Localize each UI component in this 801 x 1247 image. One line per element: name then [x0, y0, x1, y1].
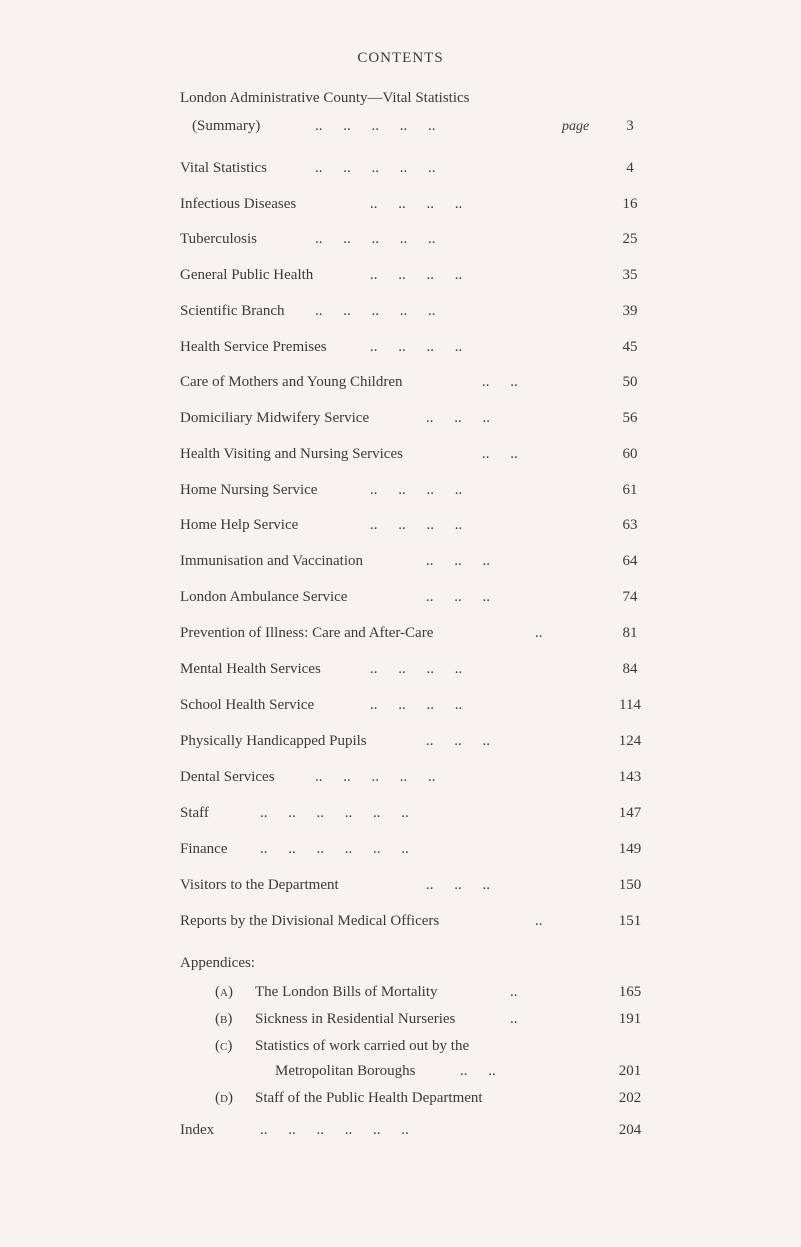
toc-entry-title: Finance: [180, 841, 228, 857]
toc-page-number: 124: [618, 733, 642, 749]
leader-dots: .. .. .. .. ..: [315, 118, 436, 134]
toc-entry-title: Tuberculosis: [180, 231, 257, 247]
appendix-letter: (b): [215, 1011, 233, 1027]
leader-dots: .. .. .. ..: [370, 661, 463, 677]
leader-dots: ..: [510, 1011, 518, 1027]
toc-page-number: 143: [618, 769, 642, 785]
leader-dots: .. .. .. ..: [370, 339, 463, 355]
toc-entry-title: Prevention of Illness: Care and After-Care: [180, 625, 434, 641]
toc-entry-title: Dental Services: [180, 769, 275, 785]
toc-page-number: 151: [618, 913, 642, 929]
toc-entry-title: School Health Service: [180, 697, 315, 713]
toc-page-number: 56: [622, 410, 638, 426]
appendix-letter: (c): [215, 1038, 233, 1054]
leader-dots: .. ..: [482, 374, 518, 390]
toc-page-number: 81: [622, 625, 638, 641]
leader-dots: .. .. .. ..: [370, 697, 463, 713]
leader-dots: .. .. .. .. .. ..: [260, 841, 409, 857]
leader-dots: .. .. .. .. ..: [315, 160, 436, 176]
leader-dots: .. .. ..: [426, 733, 490, 749]
toc-entry-title: Home Nursing Service: [180, 482, 318, 498]
leader-dots: .. .. .. ..: [370, 482, 463, 498]
toc-entry-title: Health Visiting and Nursing Services: [180, 446, 403, 462]
toc-entry-title: London Ambulance Service: [180, 589, 348, 605]
appendix-title: Sickness in Residential Nurseries: [255, 1011, 456, 1027]
appendix-title: Statistics of work carried out by the: [255, 1038, 470, 1054]
appendices-heading: Appendices:: [180, 955, 255, 971]
toc-page-number: 74: [622, 589, 638, 605]
leader-dots: .. .. .. ..: [370, 196, 463, 212]
toc-entry-title: (Summary): [192, 118, 261, 134]
toc-page-number: 191: [618, 1011, 642, 1027]
appendix-title: The London Bills of Mortality: [255, 984, 438, 1000]
leader-dots: .. .. .. .. ..: [315, 769, 436, 785]
toc-page-number: 3: [626, 118, 634, 134]
leader-dots: .. .. ..: [426, 589, 490, 605]
leader-dots: ..: [535, 913, 543, 929]
toc-page-number: 114: [619, 697, 641, 713]
appendix-letter: (a): [215, 984, 233, 1000]
toc-page-number: 165: [618, 984, 642, 1000]
toc-entry-title: London Administrative County—Vital Statistics: [180, 90, 470, 106]
toc-entry-title: Immunisation and Vaccination: [180, 553, 364, 569]
toc-page-number: 4: [626, 160, 634, 176]
toc-page-number: 35: [622, 267, 638, 283]
leader-dots: .. .. .. .. ..: [315, 231, 436, 247]
toc-entry-title: Infectious Diseases: [180, 196, 297, 212]
page-title: CONTENTS: [357, 50, 444, 66]
toc-page-number: 16: [622, 196, 638, 212]
toc-entry-title: Index: [180, 1122, 215, 1138]
toc-entry-title: General Public Health: [180, 267, 314, 283]
leader-dots: .. .. .. .. .. ..: [260, 1122, 409, 1138]
page-label: page: [562, 119, 590, 134]
toc-entry-title: Vital Statistics: [180, 160, 268, 176]
leader-dots: .. .. .. .. ..: [315, 303, 436, 319]
toc-entry-title: Home Help Service: [180, 517, 299, 533]
toc-page-number: 201: [618, 1063, 642, 1079]
toc-page-number: 39: [622, 303, 638, 319]
appendix-letter: (d): [215, 1090, 233, 1106]
toc-page-number: 147: [618, 805, 642, 821]
toc-page-number: 25: [622, 231, 638, 247]
leader-dots: .. ..: [482, 446, 518, 462]
leader-dots: .. .. ..: [426, 877, 490, 893]
toc-entry-title: Staff: [180, 805, 209, 821]
appendix-title: Metropolitan Boroughs: [275, 1063, 416, 1079]
toc-entry-title: Reports by the Divisional Medical Officers: [180, 913, 440, 929]
toc-entry-title: Domiciliary Midwifery Service: [180, 410, 370, 426]
leader-dots: .. .. .. ..: [370, 517, 463, 533]
toc-page-number: 149: [618, 841, 642, 857]
toc-entry-title: Mental Health Services: [180, 661, 321, 677]
toc-page-number: 84: [622, 661, 638, 677]
appendix-title: Staff of the Public Health Department: [255, 1090, 483, 1106]
toc-entry-title: Visitors to the Department: [180, 877, 339, 893]
toc-entry-title: Physically Handicapped Pupils: [180, 733, 367, 749]
leader-dots: ..: [510, 984, 518, 1000]
leader-dots: .. .. .. .. .. ..: [260, 805, 409, 821]
toc-page-number: 60: [622, 446, 638, 462]
toc-entry-title: Scientific Branch: [180, 303, 285, 319]
toc-entry-title: Care of Mothers and Young Children: [180, 374, 403, 390]
leader-dots: .. ..: [460, 1063, 496, 1079]
toc-page-number: 63: [622, 517, 638, 533]
toc-page-number: 61: [622, 482, 638, 498]
toc-page-number: 64: [622, 553, 638, 569]
toc-page-number: 45: [622, 339, 638, 355]
leader-dots: .. .. .. ..: [370, 267, 463, 283]
leader-dots: ..: [535, 625, 543, 641]
toc-entry-title: Health Service Premises: [180, 339, 327, 355]
leader-dots: .. .. ..: [426, 553, 490, 569]
toc-page-number: 150: [618, 877, 642, 893]
toc-page-number: 50: [622, 374, 638, 390]
leader-dots: .. .. ..: [426, 410, 490, 426]
toc-page-number: 202: [618, 1090, 642, 1106]
toc-page-number: 204: [618, 1122, 642, 1138]
